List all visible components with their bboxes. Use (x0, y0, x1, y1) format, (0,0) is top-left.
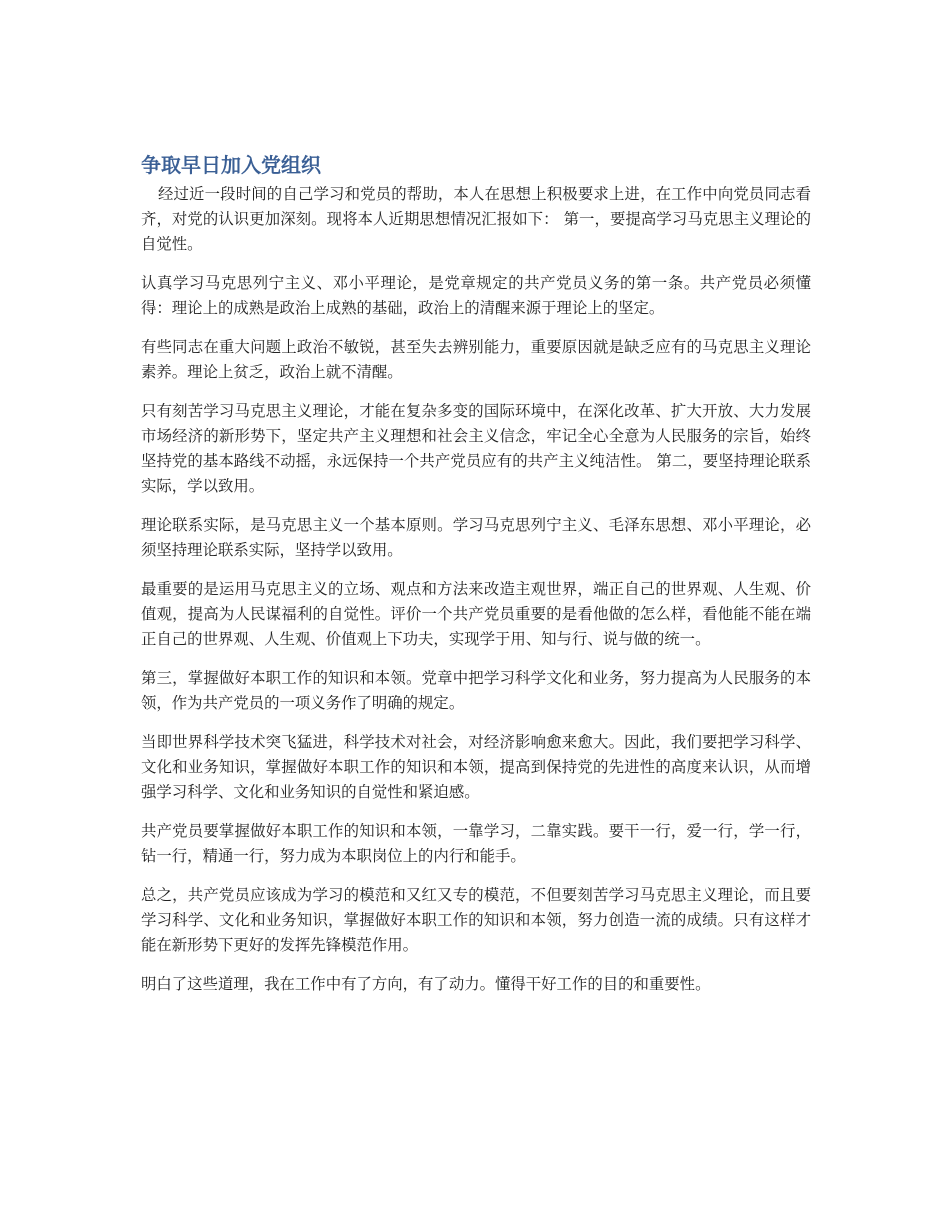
paragraph: 第三，掌握做好本职工作的知识和本领。党章中把学习科学文化和业务，努力提高为人民服务的本领，作为共产党员的一项义务作了明确的规定。 (141, 669, 811, 712)
paragraph: 最重要的是运用马克思主义的立场、观点和方法来改造主观世界，端正自己的世界观、人生观、价值观，提高为人民谋福利的自觉性。评价一个共产党员重要的是看他做的怎么样，看他能不能在端正自己的世界观、人生观、价值观上下功夫，实现学于用、知与行、说与做的统一。 (141, 580, 811, 648)
paragraph: 总之，共产党员应该成为学习的模范和又红又专的模范，不但要刻苦学习马克思主义理论，而且要学习科学、文化和业务知识，掌握做好本职工作的知识和本领，努力创造一流的成绩。只有这样才能在新形势下更好的发挥先锋模范作用。 (141, 886, 811, 954)
paragraph: 共产党员要掌握做好本职工作的知识和本领，一靠学习，二靠实践。要干一行，爱一行，学一行，钻一行，精通一行，努力成为本职岗位上的内行和能手。 (141, 822, 811, 865)
paragraph: 认真学习马克思列宁主义、邓小平理论，是党章规定的共产党员义务的第一条。共产党员必须懂得：理论上的成熟是政治上成熟的基础，政治上的清醒来源于理论上的坚定。 (141, 274, 811, 317)
paragraph: 理论联系实际，是马克思主义一个基本原则。学习马克思列宁主义、毛泽东思想、邓小平理论，必须坚持理论联系实际，坚持学以致用。 (141, 516, 811, 559)
document-body (141, 150, 811, 1011)
paragraph: 明白了这些道理，我在工作中有了方向，有了动力。懂得干好工作的目的和重要性。 (141, 975, 711, 993)
document-title: 争取早日加入党组织 (141, 153, 321, 177)
paragraph: 有些同志在重大问题上政治不敏锐，甚至失去辨别能力，重要原因就是缺乏应有的马克思主义理论素养。理论上贫乏，政治上就不清醒。 (141, 338, 811, 381)
paragraph: 经过近一段时间的自己学习和党员的帮助，本人在思想上积极要求上进，在工作中向党员同志看齐，对党的认识更加深刻。现将本人近期思想情况汇报如下： 第一，要提高学习马克思主义理论的自觉性。 (141, 185, 811, 253)
paragraph: 当即世界科学技术突飞猛进，科学技术对社会，对经济影响愈来愈大。因此，我们要把学习科学、文化和业务知识，掌握做好本职工作的知识和本领，提高到保持党的先进性的高度来认识，从而增强学习科学、文化和业务知识的自觉性和紧迫感。 (141, 733, 811, 801)
paragraph: 只有刻苦学习马克思主义理论，才能在复杂多变的国际环境中，在深化改革、扩大开放、大力发展市场经济的新形势下，坚定共产主义理想和社会主义信念，牢记全心全意为人民服务的宗旨，始终坚持党的基本路线不动摇，永远保持一个共产党员应有的共产主义纯洁性。 第二，要坚持理论联系实际，学以致用。 (141, 402, 811, 495)
